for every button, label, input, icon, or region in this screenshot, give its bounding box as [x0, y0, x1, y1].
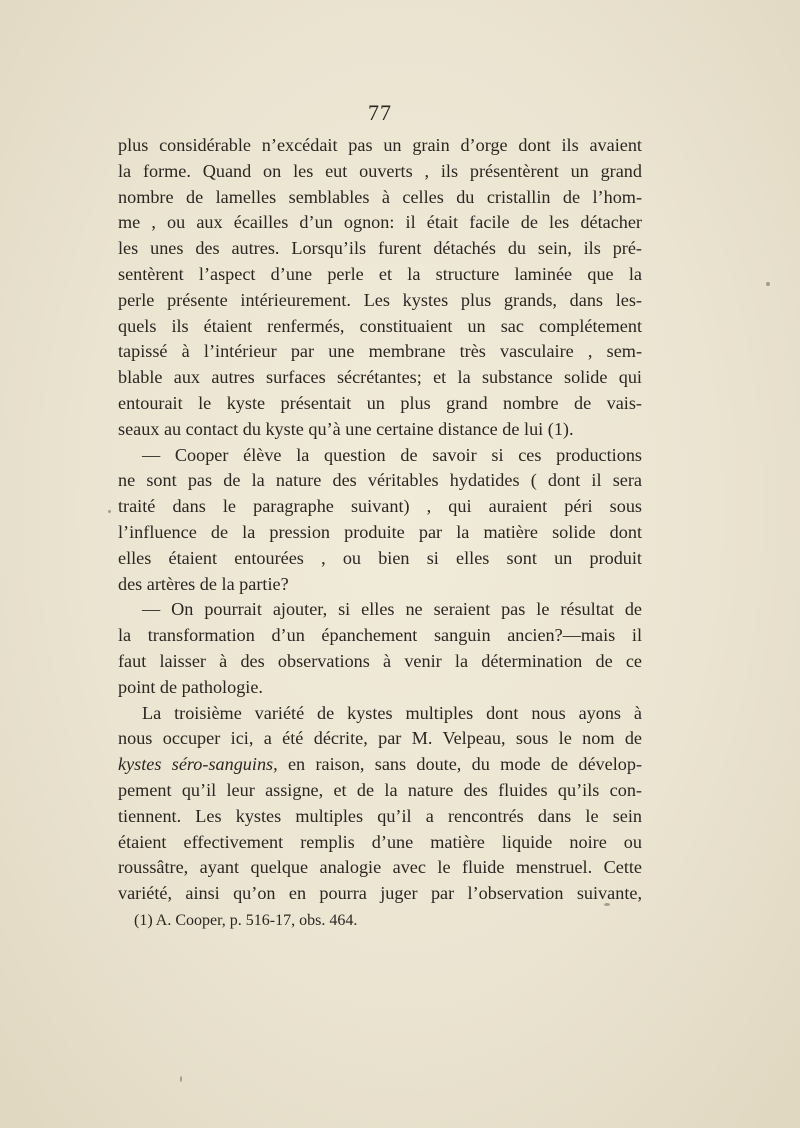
text-line: faut laisser à des observations à venir la détermination de ce	[118, 650, 642, 671]
text-line: blable aux autres surfaces sécrétantes; et la substance solide qui	[118, 367, 642, 388]
text-line: pement qu’il leur assigne, et de la nature des fluides qu’ils con-	[118, 779, 642, 800]
text-line: étaient effectivement remplis d’une matière liquide noire ou	[118, 831, 642, 852]
italic-term: kystes séro-sanguins,	[118, 754, 278, 775]
text-line: point de pathologie.	[118, 676, 263, 697]
text-line: — Cooper élève la question de savoir si ces productions	[142, 444, 642, 465]
text-line: entourait le kyste présentait un plus grand nombre de vais-	[118, 392, 642, 413]
body-text	[118, 133, 642, 907]
text-line: variété, ainsi qu’on en pourra juger par l’observation suivante,	[118, 883, 642, 904]
text-line: l’influence de la pression produite par la matière solide dont	[118, 521, 642, 542]
paper-speck	[604, 903, 610, 906]
text-line: la transformation d’un épanchement sanguin ancien?—mais il	[118, 625, 642, 646]
text-line: ne sont pas de la nature des véritables hydatides ( dont il sera	[118, 470, 642, 491]
text-line: elles étaient entourées , ou bien si elles sont un produit	[118, 547, 642, 568]
text-line: La troisième variété de kystes multiples dont nous ayons à	[142, 702, 642, 723]
text-line: tiennent. Les kystes multiples qu’il a rencontrés dans le sein	[118, 805, 642, 826]
text-line: tapissé à l’intérieur par une membrane très vasculaire , sem-	[118, 341, 642, 362]
text-line-italic-lead	[118, 752, 642, 778]
text-line: traité dans le paragraphe suivant) , qui auraient péri sous	[118, 496, 642, 517]
text-line: seaux au contact du kyste qu’à une certaine distance de lui (1).	[118, 418, 574, 439]
page-number: 77	[368, 100, 392, 125]
text-line: des artères de la partie?	[118, 573, 289, 594]
text-line: sentèrent l’aspect d’une perle et la structure laminée que la	[118, 263, 642, 284]
text-line: roussâtre, ayant quelque analogie avec le fluide menstruel. Cette	[118, 857, 642, 878]
text-line: les unes des autres. Lorsqu’ils furent détachés du sein, ils pré-	[118, 238, 642, 259]
paper-speck	[766, 282, 770, 286]
text-line-rest: en raison, sans doute, du mode de dévelop-	[277, 754, 642, 775]
text-line: nous occuper ici, a été décrite, par M. Velpeau, sous le nom de	[118, 728, 642, 749]
text-line: plus considérable n’excédait pas un grain d’orge dont ils avaient	[118, 135, 642, 155]
text-line: me , ou aux écailles d’un ognon: il était facile de les détacher	[118, 212, 642, 233]
footnote: (1) A. Cooper, p. 516-17, obs. 464.	[134, 912, 358, 929]
text-line: nombre de lamelles semblables à celles du cristallin de l’hom-	[118, 186, 642, 207]
text-line: la forme. Quand on les eut ouverts , ils présentèrent un grand	[118, 160, 642, 181]
paper-speck	[108, 510, 111, 513]
text-line: quels ils étaient renfermés, constituaient un sac complétement	[118, 315, 642, 336]
text-line: — On pourrait ajouter, si elles ne seraient pas le résultat de	[142, 599, 642, 620]
paper-speck	[180, 1076, 182, 1082]
text-line: perle présente intérieurement. Les kystes plus grands, dans les-	[118, 289, 642, 310]
